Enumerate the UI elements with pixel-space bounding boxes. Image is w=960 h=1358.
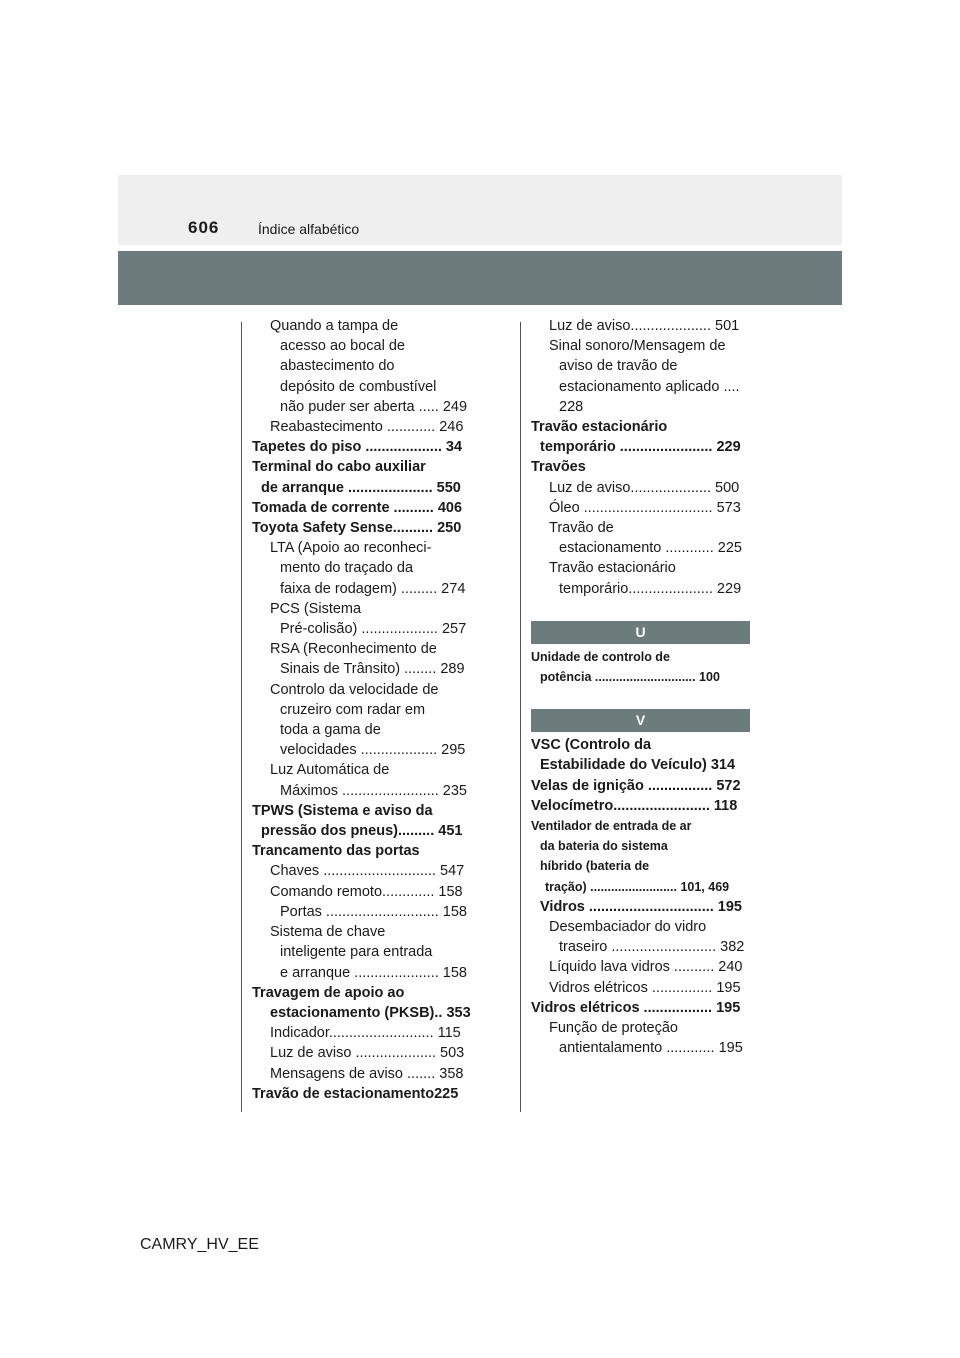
index-entry: abastecimento do	[280, 358, 395, 375]
index-entry: VSC (Controlo da	[531, 737, 652, 754]
index-entry: Desembaciador do vidro	[549, 919, 707, 936]
index-entry: Trancamento das portas	[252, 843, 420, 860]
section-header-v: V	[531, 709, 750, 732]
index-entry: TPWS (Sistema e aviso da	[252, 802, 433, 819]
index-entry: Sinais de Trânsito) ........ 289	[280, 661, 465, 678]
index-entry: acesso ao bocal de	[280, 338, 405, 355]
index-entry: Quando a tampa de	[270, 318, 399, 334]
title-bar	[118, 251, 842, 305]
index-entry: e arranque ..................... 158	[280, 964, 467, 981]
index-entry: Ventilador de entrada de ar	[531, 819, 692, 834]
index-entry: Líquido lava vidros .......... 240	[549, 959, 743, 976]
index-entry: Vidros elétricos ................. 195	[531, 999, 741, 1016]
index-entry: Tapetes do piso ................... 34	[252, 439, 463, 456]
index-entry: Travagem de apoio ao	[252, 984, 405, 1001]
index-entry: LTA (Apoio ao reconheci-	[270, 540, 432, 557]
index-entry: Velocímetro........................ 118	[531, 797, 738, 814]
index-entry: estacionamento ............ 225	[559, 540, 742, 557]
page-number: 606	[188, 218, 220, 237]
index-entry: toda a gama de	[280, 722, 381, 739]
index-entry: Vidros ............................... 195	[540, 898, 742, 915]
index-entry: Função de proteção	[549, 1020, 678, 1037]
index-entry: Máximos ........................ 235	[280, 782, 467, 799]
index-entry: Óleo ................................ 573	[549, 499, 741, 516]
index-entry: cruzeiro com radar em	[280, 701, 426, 718]
index-entry: Tomada de corrente .......... 406	[252, 499, 463, 516]
index-entry: Reabastecimento ............ 246	[270, 419, 464, 436]
index-group-v	[531, 735, 750, 1058]
index-entry: estacionamento (PKSB).. 353	[270, 1004, 471, 1021]
index-entry: da bateria do sistema	[540, 839, 668, 854]
index-entry: tração) ......................... 101, 469	[545, 879, 730, 894]
index-entry: Travão estacionário	[549, 560, 676, 577]
index-entry: depósito de combustível	[280, 378, 437, 395]
right-index-column	[531, 316, 750, 1059]
index-entry: velocidades ................... 295	[280, 742, 466, 759]
index-entry: RSA (Reconhecimento de	[270, 641, 437, 658]
left-index-column	[252, 316, 472, 1104]
section-header-u: U	[531, 621, 750, 644]
index-entry: Travões	[531, 459, 586, 476]
index-entry: temporário ....................... 229	[540, 439, 741, 456]
index-entry: Travão estacionário	[531, 419, 668, 436]
index-entry: mento do traçado da	[280, 560, 414, 577]
index-entry: Comando remoto............. 158	[270, 883, 463, 900]
index-entry: Indicador.......................... 115	[270, 1025, 461, 1042]
left-column-rule	[241, 322, 242, 1112]
index-entry: PCS (Sistema	[270, 600, 362, 617]
index-group-t	[531, 316, 750, 599]
index-entry: Chaves ............................ 547	[270, 863, 465, 880]
index-group-u	[531, 647, 750, 687]
index-entry: Luz de aviso .................... 503	[270, 1045, 465, 1062]
section-title: Índice alfabético	[258, 221, 360, 237]
model-code: CAMRY_HV_EE	[140, 1236, 259, 1253]
index-entry: híbrido (bateria de	[540, 859, 650, 874]
index-entry: traseiro .......................... 382	[559, 939, 745, 956]
index-entry: inteligente para entrada	[280, 944, 433, 961]
index-entry: 228	[559, 398, 584, 415]
index-entry: Luz de aviso.................... 501	[549, 318, 740, 334]
index-entry: estacionamento aplicado ....	[559, 378, 740, 395]
index-entry: temporário..................... 229	[559, 580, 742, 597]
index-entry: Luz de aviso.................... 500	[549, 479, 740, 496]
header-band	[118, 175, 842, 245]
index-entry: Vidros elétricos ............... 195	[549, 979, 741, 996]
index-entry: Sinal sonoro/Mensagem de	[549, 338, 726, 355]
index-entry: Controlo da velocidade de	[270, 681, 439, 698]
index-entry: Mensagens de aviso ....... 358	[270, 1065, 464, 1082]
index-entry: não puder ser aberta ..... 249	[280, 398, 468, 415]
index-entry: pressão dos pneus)......... 451	[261, 823, 463, 840]
index-entry: Toyota Safety Sense.......... 250	[252, 520, 462, 537]
index-entry: Unidade de controlo de	[531, 649, 670, 664]
index-entry: Sistema de chave	[270, 924, 386, 941]
index-entry: de arranque ..................... 550	[261, 479, 461, 496]
index-entry: faixa de rodagem) ......... 274	[280, 580, 466, 597]
index-entry: potência ............................. 100	[540, 670, 720, 685]
index-entry: Pré-colisão) ................... 257	[280, 621, 467, 638]
index-entry: Estabilidade do Veículo) 314	[540, 757, 736, 774]
index-entry: antientalamento ............ 195	[559, 1040, 743, 1057]
right-column-rule	[520, 322, 521, 1112]
index-entry: Velas de ignição ................ 572	[531, 777, 741, 794]
index-entry: Luz Automática de	[270, 762, 390, 779]
index-entry: aviso de travão de	[559, 358, 678, 375]
index-entry: Travão de estacionamento225	[252, 1085, 459, 1102]
index-entry: Portas ............................ 158	[280, 903, 467, 920]
index-entry: Travão de	[549, 520, 614, 537]
index-entry: Terminal do cabo auxiliar	[252, 459, 426, 476]
